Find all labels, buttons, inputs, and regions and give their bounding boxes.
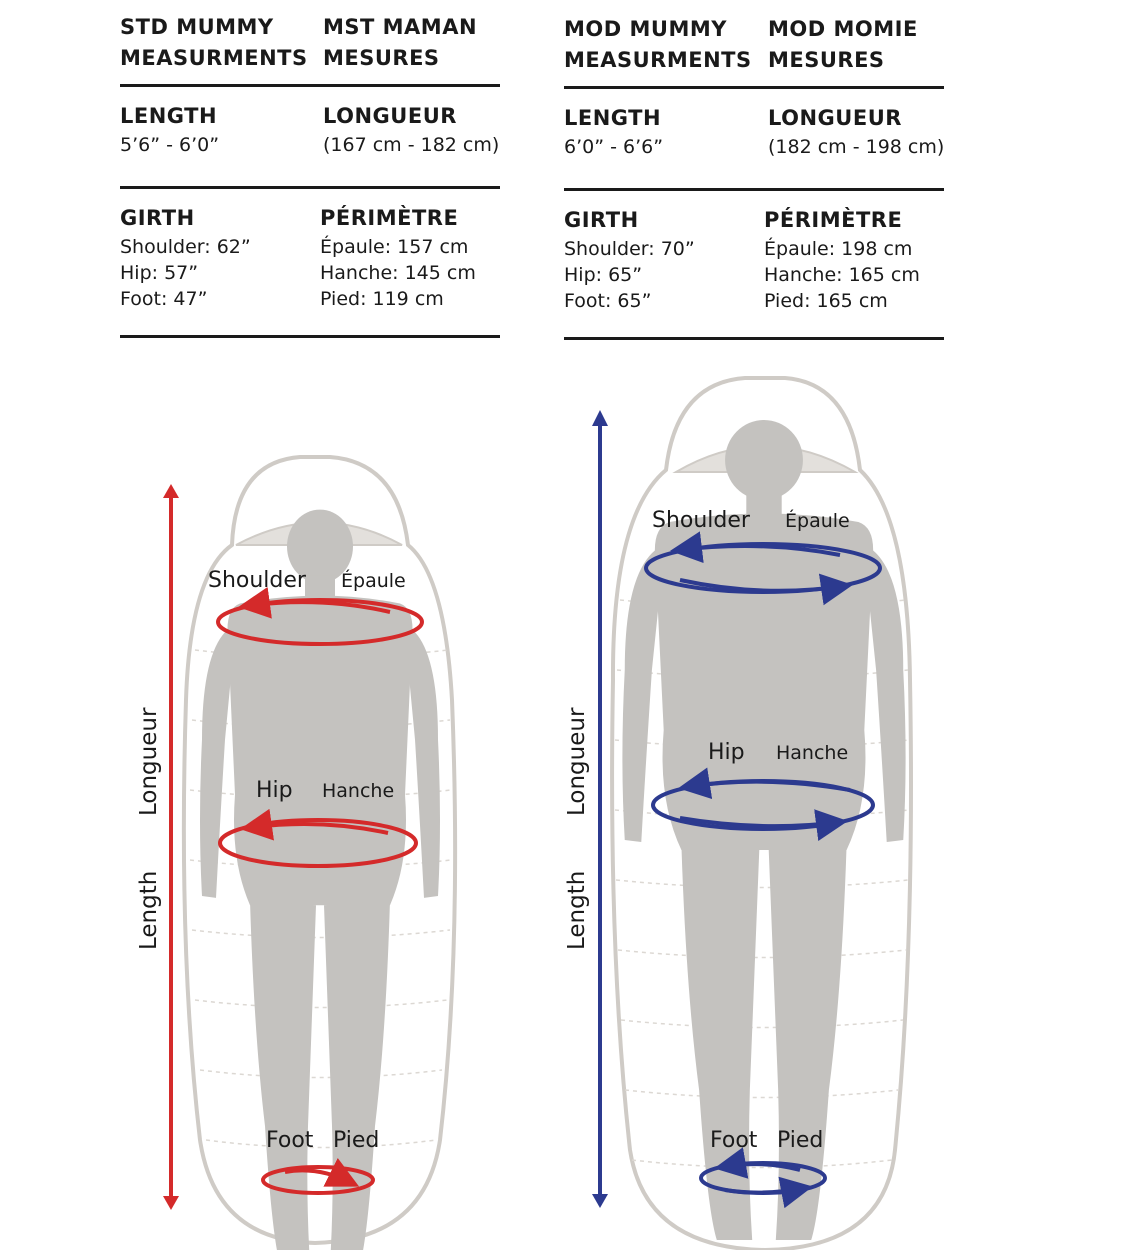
mod-length-value-fr: (182 cm - 198 cm) [768,136,945,158]
mod-foot-label: Foot [710,1128,758,1153]
std-length-value-fr: (167 cm - 182 cm) [323,134,500,156]
mod-length-label: Length [564,870,590,950]
mod-girth-foot-fr: Pied: 165 cm [764,290,888,312]
std-length-value-en: 5’6” - 6’0” [120,134,220,156]
mod-title-en-line2: MEASURMENTS [564,48,752,72]
std-girth-hip-en: Hip: 57” [120,262,199,284]
std-girth-shoulder-fr: Épaule: 157 cm [320,236,469,258]
mod-length-label-fr: LONGUEUR [768,106,902,130]
mod-longueur-label: Longueur [564,707,590,816]
std-girth-foot-en: Foot: 47” [120,288,208,310]
mod-hip-label: Hip [708,740,745,765]
mod-girth-label-fr: PÉRIMÈTRE [764,208,903,232]
mod-length-label-en: LENGTH [564,106,662,130]
std-title-fr-line1: MST MAMAN [323,15,478,39]
mod-title-en-line1: MOD MUMMY [564,17,727,41]
std-girth-label-en: GIRTH [120,206,195,230]
std-foot-label: Foot [266,1128,314,1153]
std-shoulder-label: Shoulder [208,568,306,593]
std-hip-label: Hip [256,778,293,803]
std-title-en-line1: STD MUMMY [120,15,274,39]
std-title-en-line2: MEASURMENTS [120,46,308,70]
mod-girth-label-en: GIRTH [564,208,639,232]
mod-title-fr-line2: MESURES [768,48,885,72]
mod-title-fr-line1: MOD MOMIE [768,17,918,41]
std-pied-label: Pied [333,1128,380,1153]
mod-length-value-en: 6’0” - 6’6” [564,136,664,158]
std-girth-label-fr: PÉRIMÈTRE [320,206,459,230]
mod-epaule-label: Épaule [785,510,850,532]
mod-girth-hip-en: Hip: 65” [564,264,643,286]
mod-girth-hip-fr: Hanche: 165 cm [764,264,920,286]
std-epaule-label: Épaule [341,570,406,592]
std-hanche-label: Hanche [322,780,395,802]
mod-girth-foot-en: Foot: 65” [564,290,652,312]
mod-pied-label: Pied [777,1128,824,1153]
mod-girth-shoulder-en: Shoulder: 70” [564,238,695,260]
mod-shoulder-label: Shoulder [652,508,750,533]
std-length-arrow [163,484,179,1210]
std-length-label: Length [136,870,162,950]
std-girth-hip-fr: Hanche: 145 cm [320,262,476,284]
mod-length-arrow [592,410,608,1208]
std-longueur-label: Longueur [136,707,162,816]
std-girth-foot-fr: Pied: 119 cm [320,288,444,310]
mod-hanche-label: Hanche [776,742,849,764]
std-length-label-en: LENGTH [120,104,218,128]
std-title-fr-line2: MESURES [323,46,440,70]
std-girth-shoulder-en: Shoulder: 62” [120,236,251,258]
std-length-label-fr: LONGUEUR [323,104,457,128]
mod-girth-shoulder-fr: Épaule: 198 cm [764,238,913,260]
